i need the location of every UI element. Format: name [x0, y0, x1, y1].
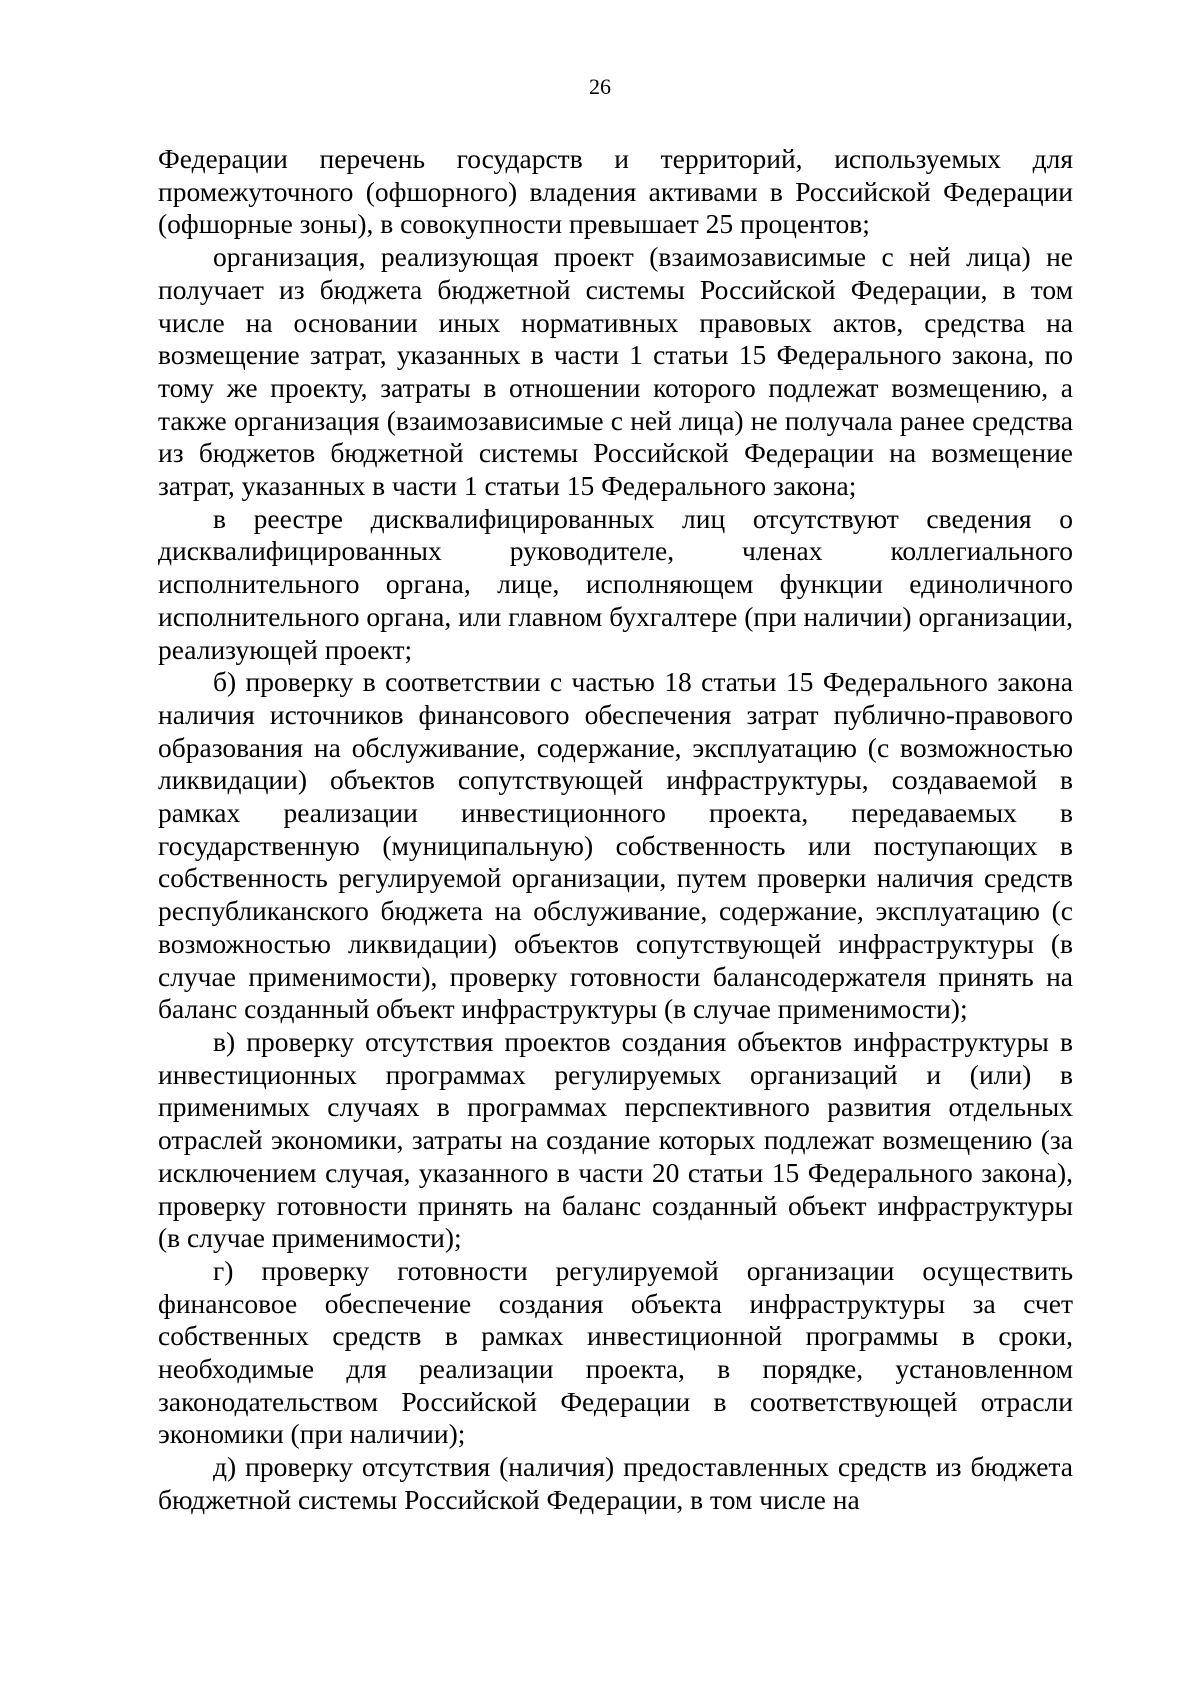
paragraph-continuation: Федерации перечень государств и территорий, используемых для промежуточного (офшорного) владения активами в Российской Федерации (офшорные зоны), в совокупности превышает 25 процентов; [158, 143, 1073, 240]
paragraph-item-v: в) проверку отсутствия проектов создания объектов инфраструктуры в инвестиционных программах регулируемых организаций и (или) в применимых случаях в программах перспективного развития отдельных отраслей экономики, затраты на создание которых подлежат возмещению (за исключением случая, указанного в части 20 статьи 15 Федерального закона), проверку готовности принять на баланс созданный объект инфраструктуры (в случае применимости); [158, 1025, 1073, 1254]
paragraph-item-g: г) проверку готовности регулируемой организации осуществить финансовое обеспечение создания объекта инфраструктуры за счет собственных средств в рамках инвестиционной программы в сроки, необходимые для реализации проекта, в порядке, установленном законодательством Российской Федерации в соответствующей отрасли экономики (при наличии); [158, 1254, 1073, 1450]
page-number: 26 [589, 74, 611, 99]
paragraph-item-b: б) проверку в соответствии с частью 18 статьи 15 Федерального закона наличия источников финансового обеспечения затрат публично-правового образования на обслуживание, содержание, эксплуатацию (с возможностью ликвидации) объектов сопутствующей инфраструктуры, создаваемой в рамках реализации инвестиционного проекта, передаваемых в государственную (муниципальную) собственность или поступающих в собственность регулируемой организации, путем проверки наличия средств республиканского бюджета на обслуживание, содержание, эксплуатацию (с возможностью ликвидации) объектов сопутствующей инфраструктуры (в случае применимости), проверку готовности балансодержателя принять на баланс созданный объект инфраструктуры (в случае применимости); [158, 666, 1073, 1025]
paragraph-item-d: д) проверку отсутствия (наличия) предоставленных средств из бюджета бюджетной системы Российской Федерации, в том числе на [158, 1451, 1073, 1515]
paragraph: в реестре дисквалифицированных лиц отсутствуют сведения о дисквалифицированных руководителе, членах коллегиального исполнительного органа, лице, исполняющем функции единоличного исполнительного органа, или главном бухгалтере (при наличии) организации, реализующей проект; [158, 502, 1073, 665]
paragraph: организация, реализующая проект (взаимозависимые с ней лица) не получает из бюджета бюджетной системы Российской Федерации, в том числе на основании иных нормативных правовых актов, средства на возмещение затрат, указанных в части 1 статьи 15 Федерального закона, по тому же проекту, затраты в отношении которого подлежат возмещению, а также организация (взаимозависимые с ней лица) не получала ранее средства из бюджетов бюджетной системы Российской Федерации на возмещение затрат, указанных в части 1 статьи 15 Федерального закона; [158, 241, 1073, 502]
document-body [158, 143, 1073, 1517]
